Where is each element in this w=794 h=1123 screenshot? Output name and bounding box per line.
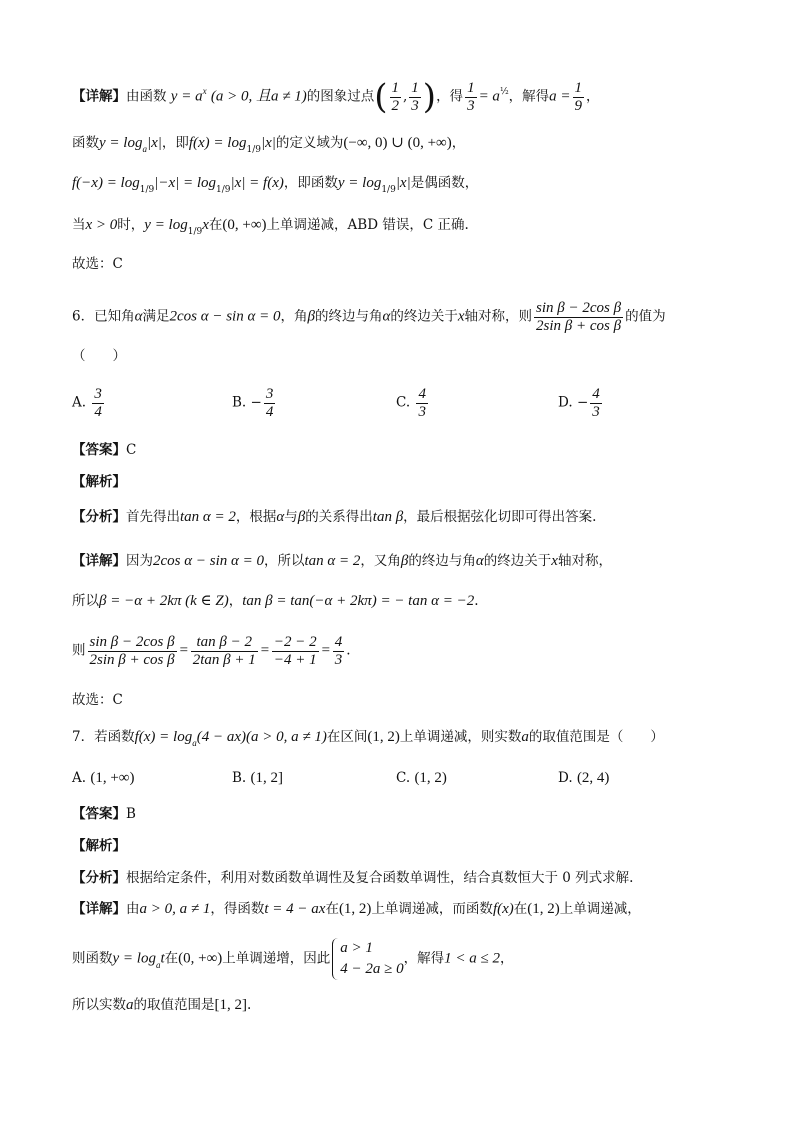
- q7-option-c[interactable]: C. (1, 2): [396, 770, 447, 786]
- q6-choose: 故选：C: [72, 692, 123, 708]
- q5-choose: 故选：C: [72, 256, 123, 272]
- q5-solution-line-3: $f(-x) = \log_{1/9}|-x| = \log_{1/9}|x| = f(x)$，即函数$y = \log_{1/9}|x|$是偶函数，: [72, 175, 479, 195]
- q6-option-d[interactable]: D. − $\frac{4}{3}$: [558, 386, 600, 420]
- q6-stem: 6．已知角α满足2cos α − sin α = 0，角β的终边与角α的终边关于x轴对称，则 $\frac{\text{sin β − 2cos β}}{\text{2sin β + cos β}}$ 的值为: [72, 300, 666, 334]
- q5-solution-line-4: 当x > 0时，$y = \log_{1/9}x$在(0, +∞)上单调递减，ABD 错误，C 正确.: [72, 217, 469, 237]
- q5-solution-line-2: 函数$y = \log_a|x|$，即$f(x) = \log_{1/9}|x|$的定义域为(−∞, 0) ∪ (0, +∞)，: [72, 135, 466, 155]
- q7-xiangjie: 【详解】由a > 0, a ≠ 1，得函数t = 4 − ax在(1, 2)上单调递减，而函数f(x)在(1, 2)上单调递减，: [72, 901, 641, 917]
- q7-answer: 【答案】B: [72, 806, 136, 822]
- q7-stem: 7．若函数$f(x) = \log_a(4 - ax)(a > 0$, a ≠ 1)在区间(1, 2)上单调递减，则实数a的取值范围是（ ）: [72, 729, 664, 748]
- q7-option-b[interactable]: B. (1, 2]: [232, 770, 284, 786]
- q7-option-d[interactable]: D. (2, 4): [558, 770, 610, 786]
- q7-option-a[interactable]: A. (1, +∞): [72, 770, 135, 786]
- q7-fenxi: 【分析】根据给定条件，利用对数函数单调性及复合函数单调性，结合真数恒大于 0 列式求解.: [72, 870, 634, 886]
- q7-analysis-tag: 【解析】: [72, 838, 126, 854]
- q6-xiangjie: 【详解】因为2cos α − sin α = 0，所以tan α = 2，又角β的终边与角α的终边关于x轴对称，: [72, 553, 612, 569]
- q6-answer: 【答案】C: [72, 442, 137, 458]
- q6-option-a[interactable]: A. $\frac{3}{4}$: [72, 386, 102, 420]
- q6-xiangjie-line-2: 所以β = −α + 2kπ (k ∈ Z)，tan β = tan(−α + 2kπ) = − tan α = −2.: [72, 593, 479, 609]
- q6-analysis-tag: 【解析】: [72, 474, 126, 490]
- q6-option-b[interactable]: B. − $\frac{3}{4}$: [232, 386, 274, 420]
- q5-solution-line-1: 【详解】由函数 $y = a^x$ (a > 0, 且a ≠ 1)的图象过点( $\frac{1}{2}$ , $\frac{1}{3}$ )，得 $\frac{1}{3}$ = $a^{\frac{1}{2}}$，解得a = $\frac{1}{9}$ ，: [72, 77, 600, 117]
- detail-tag: 【详解】: [72, 88, 126, 105]
- q6-fenxi: 【分析】首先得出tan α = 2，根据α与β的关系得出tan β，最后根据弦化切即可得出答案.: [72, 509, 597, 525]
- q7-xiangjie-line-3: 所以实数a的取值范围是[1, 2].: [72, 997, 252, 1013]
- q7-xiangjie-line-2: 则函数$y = \log_at$在(0, +∞)上单调递增，因此 a > 1 4 − 2a ≥ 0 ，解得1 < a ≤ 2，: [72, 938, 514, 980]
- q6-option-c[interactable]: C. $\frac{4}{3}$: [396, 386, 426, 420]
- inequality-system: a > 1 4 − 2a ≥ 0: [330, 938, 403, 980]
- q6-xiangjie-line-3: 则 $\frac{\text{sin β − 2cos β}}{\text{2sin β + cos β}}$ = $\frac{\text{tan β − 2}}{\text{2tan β + 1}}$ = $\frac{-2 - 2}{-4 + 1}$ = $\frac{4}{3}$ .: [72, 634, 351, 668]
- q6-paren: （ ）: [72, 348, 126, 364]
